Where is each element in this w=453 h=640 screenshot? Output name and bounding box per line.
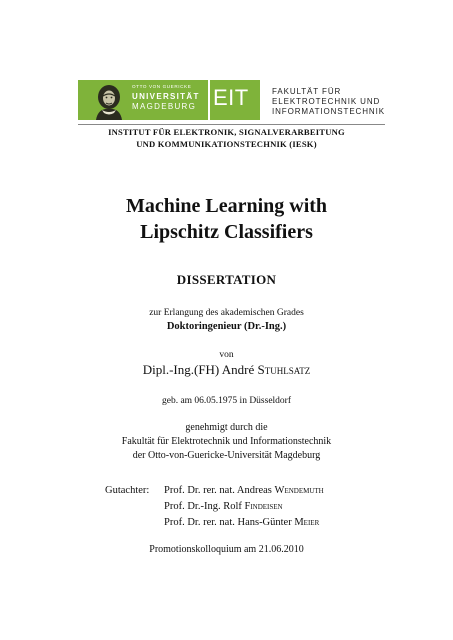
approval-line3: der Otto-von-Guericke-Universität Magdeburg [132, 450, 321, 461]
approval-line2: Fakultät für Elektrotechnik und Informationstechnik [121, 436, 332, 447]
reviewers-label: Gutachter: [105, 485, 150, 496]
reviewer-3: Prof. Dr. rer. nat. Hans-Günter Meier [164, 517, 320, 528]
author-surname: Stuhlsatz [257, 362, 311, 377]
logo-uni-line2: MAGDEBURG [132, 102, 197, 111]
thesis-title [0, 193, 453, 245]
degree-name: Doktoringenieur (Dr.-Ing.) [166, 321, 287, 332]
von-label: von [219, 350, 234, 360]
logo-separator [208, 80, 210, 120]
birth-info: geb. am 06.05.1975 in Düsseldorf [161, 396, 292, 406]
guericke-portrait-icon [92, 80, 126, 120]
institute-line2: UND KOMMUNIKATIONSTECHNIK (IESK) [136, 139, 317, 149]
approval-block [0, 421, 453, 463]
reviewer-1: Prof. Dr. rer. nat. Andreas Wendemuth [164, 485, 324, 496]
faculty-line3: INFORMATIONSTECHNIK [272, 107, 385, 116]
title-line2: Lipschitz Classifiers [140, 221, 313, 243]
faculty-line1: FAKULTÄT FÜR [272, 87, 342, 96]
institute-name [0, 126, 453, 150]
purpose-line: zur Erlangung des akademischen Grades [149, 308, 304, 318]
document-type: DISSERTATION [176, 272, 277, 287]
reviewer-2: Prof. Dr.-Ing. Rolf Findeisen [164, 501, 283, 512]
header-rule [78, 124, 385, 125]
logo-uni-small: OTTO VON GUERICKE [132, 84, 192, 89]
colloquium-date: Promotionskolloquium am 21.06.2010 [149, 544, 304, 555]
faculty-logo-text [272, 87, 385, 117]
faculty-line2: ELEKTROTECHNIK UND [272, 97, 381, 106]
institute-line1: INSTITUT FÜR ELEKTRONIK, SIGNALVERARBEITUNG [108, 127, 345, 137]
title-line1: Machine Learning with [125, 195, 328, 217]
author-name [0, 362, 453, 378]
logo-eit: EIT [213, 85, 249, 110]
logo-uni-line1: UNIVERSITÄT [132, 92, 200, 101]
author-prefix: Dipl.-Ing.(FH) André [142, 362, 255, 377]
approval-line1: genehmigt durch die [185, 422, 268, 433]
reviewers-list [164, 483, 324, 531]
